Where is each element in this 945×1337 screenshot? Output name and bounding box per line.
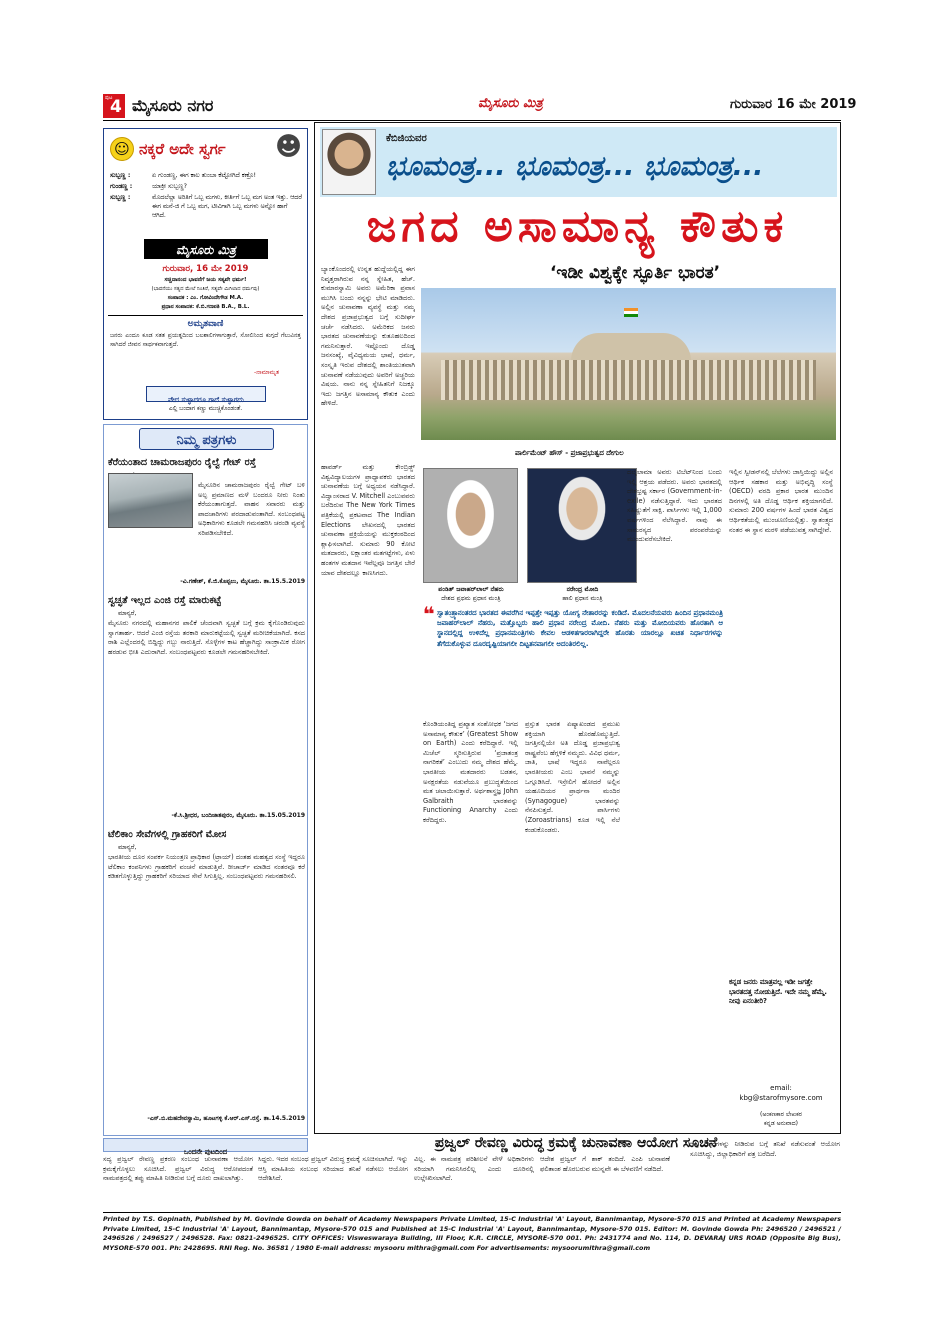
humour-title: ನಕ್ಕರೆ ಅದೇ ಸ್ವರ್ಗ — [139, 140, 226, 158]
article-col3: ಕೊಂಡಿಯಂತಿದ್ದ ಪ್ರಖ್ಯಾತ ಸಂಶೋಧಕ ‘ಜಗದ ಅಸಾಮಾನ್ಯ ಕೌತುಕ’ (Greatest Show on Earth) ಎಂದು ಕರೆದಿದ್ದಾರೆ. ಇಲ್ಲಿ ಮಿಚೆಲ್ ಸ್ಮರಿಸುತ್ತಿರುವ ‘ಪ್ರಜಾತಂತ್ರ ನಾಗರಿಕತೆ’ ಎಂಬುದು ನಮ್ಮ ದೇಶದ ಹೆಮ್ಮೆ. ಭಾರತೀಯ ಮತದಾರರು ಬಡತನ, ಅನಕ್ಷರತೆಯ ನಡುವೆಯೂ ಪ್ರಬುದ್ಧತೆಯಿಂದ ಮತ ಚಲಾಯಿಸುತ್ತಾರೆ. ಅರ್ಥಶಾಸ್ತ್ರಜ್ಞ John Galbraith ಭಾರತವನ್ನು Functioning Anarchy ಎಂದು ಕರೆದಿದ್ದರು. — [423, 720, 518, 824]
nehru-caption-role: ದೇಶದ ಪ್ರಥಮ ಪ್ರಧಾನ ಮಂತ್ರಿ — [441, 595, 501, 602]
humour-line — [110, 193, 303, 220]
continued-label: ಒಂದನೇ ಪುಟದಿಂದ — [183, 1148, 228, 1156]
quote-mark-icon: ❝ — [423, 602, 435, 626]
paper-name: ಮೈಸೂರು ಮಿತ್ರ — [176, 243, 236, 257]
amrutavani-author: -ನಾಮಾಮೃತ — [254, 369, 280, 376]
letter-signature: -ಕೆ.ಸಿ.ಶ್ರೀಧರ, ಬಂದಿಜಾತಪುರಂ, ಮೈಸೂರು. ತಾ.15.05.2019 — [171, 812, 305, 819]
article-col1: ಬ್ಯಾಂಕೊಂದರಲ್ಲಿ ಉನ್ನತ ಹುದ್ದೆಯಲ್ಲಿದ್ದ ಈಗ ನಿವೃತ್ತರಾಗಿರುವ ನನ್ನ ಸ್ನೇಹಿತ, ಹೆಚ್. ಕುಮಾರಸ್ವಾಮಿ ಅವರು ಅಮೆರಿಕಾ ಪ್ರವಾಸ ಮುಗಿಸಿ ಬಂದು ನನ್ನನ್ನು ಭೇಟಿ ಮಾಡಿದರು. ಅಲ್ಲಿನ ಚುನಾವಣಾ ವ್ಯವಸ್ಥೆ ಮತ್ತು ನಮ್ಮ ದೇಶದ ಪ್ರಜಾಪ್ರಭುತ್ವದ ಬಗ್ಗೆ ಸುದೀರ್ಘ ಚರ್ಚೆ ನಡೆಸಿದರು. ಅಮೆರಿಕದ ಜನರು ಭಾರತದ ಚುನಾವಣೆಯನ್ನು ಕುತೂಹಲದಿಂದ ಗಮನಿಸುತ್ತಾರೆ. ಇಷ್ಟೊಂದು ದೊಡ್ಡ ಜನಸಂಖ್ಯೆ, ವೈವಿಧ್ಯಮಯ ಭಾಷೆ, ಧರ್ಮ, ಸಂಸ್ಕೃತಿ ಇರುವ ದೇಶದಲ್ಲಿ ಶಾಂತಿಯುತವಾಗಿ ಚುನಾವಣೆ ನಡೆಯುವುದು ಅವರಿಗೆ ಅಚ್ಚರಿಯ ವಿಷಯ. ನಾನು ನನ್ನ ಸ್ನೇಹಿತನಿಗೆ ನಿಜಕ್ಕೂ ಇದು ಜಗತ್ತಿನ ಅಸಾಮಾನ್ಯ ಕೌತುಕ ಎಂದು ಹೇಳಿದೆ. — [321, 265, 415, 408]
column-series-title: ಭೂಮಂತ್ರ... ಭೂಮಂತ್ರ... ಭೂಮಂತ್ರ... — [386, 151, 764, 182]
column-header-band — [320, 127, 837, 197]
letters-section — [103, 424, 308, 1136]
flag-icon — [624, 308, 638, 317]
letters-title: ನಿಮ್ಮ ಪತ್ರಗಳು — [176, 433, 237, 448]
humour-line — [110, 182, 303, 191]
humour-text: ಮೊದಲೆಲ್ಲಾ ಅರಿತಿಗೆ ಒಬ್ಬ ಮಗಳು, ಕೀರ್ತಿಗೆ ಒಬ್ಬ ಮಗ ಅಂತ ಇತ್ತು. ಆದರೆ ಈಗ ಮನೆ-ಜಿ ಗೆ ಒಬ್ಬ ಮಗ, ಟೀವಿಗಾಗಿ ಒಬ್ಬ ಮಗಳು ಅನ್ನೋ ಹಾಗೆ ಆಗಿದೆ. — [152, 194, 302, 219]
parliament-dome — [571, 333, 691, 361]
proverb-text: ಎಲ್ಲಿ ಬಂದಾಗ ಕಣ್ಣು ಮುಚ್ಚಿಕೊಂಡಂತೆ. — [168, 405, 243, 412]
letters-banner — [139, 428, 274, 450]
letter-body: ಮೈಸೂರು ನಗರದಲ್ಲಿ ಮಹಾನಗರ ಪಾಲಿಕೆ ಚೆಂದವಾಗಿ ಸ್ವಚ್ಛತೆ ಬಗ್ಗೆ ಕ್ರಮ ಕೈಗೊಂಡಿರುವುದು ಸ್ವಾಗತಾರ್ಹ. ಆದರೆ ಎಂಜಿ ರಸ್ತೆಯ ತರಕಾರಿ ಮಾರುಕಟ್ಟೆಯಲ್ಲಿ ಸ್ವಚ್ಛತೆ ಮರೀಚಿಕೆಯಾಗಿದೆ. ಕಸದ ರಾಶಿ ಎಲ್ಲೆಂದರಲ್ಲಿ ಬಿದ್ದಿದ್ದು ಗಬ್ಬು ನಾರುತ್ತಿದೆ. ಸೊಳ್ಳೆಗಳ ಕಾಟ ಹೆಚ್ಚಾಗಿದ್ದು ಸಾಂಕ್ರಾಮಿಕ ರೋಗ ಹರಡುವ ಭೀತಿ ಎದುರಾಗಿದೆ. ಸಂಬಂಧಪಟ್ಟವರು ಕೂಡಲೇ ಗಮನಹರಿಸಬೇಕಿದೆ. — [108, 619, 305, 656]
column-article — [314, 122, 841, 1134]
amrutavani-text: ಜನರು ಎಂದೂ ಕೂಡ ಸತತ ಪ್ರಯತ್ನದಿಂದ ಬಲಶಾಲಿಗಳಾಗುತ್ತಾರೆ, ಸೋಲಿನಿಂದ ಕುಗ್ಗದೆ ಗೆಲುವಿನತ್ತ ಸಾಗಿದರೆ ಜೀವನ ಸಾರ್ಥಕವಾಗುತ್ತದೆ. — [110, 332, 301, 348]
column-label: ಕೆಬಿಜಿಯವರ — [386, 133, 427, 144]
article-col5: ದಲೈಲಾಮಾ ಅವರು ಟಿಬೆಟ್‌ನಿಂದ ಬಂದು ಇಲ್ಲಿ ಆಶ್ರಯ ಪಡೆದರು. ಅವರು ಭಾರತದಲ್ಲಿ ದೇಶಭ್ರಷ್ಟ ಸರ್ಕಾರ (Government-in-exile) ನಡೆಸುತ್ತಿದ್ದಾರೆ. ಇದು ಭಾರತದ ಸಹಿಷ್ಣುತೆಗೆ ಸಾಕ್ಷಿ. ಪಾರ್ಸಿಗಳು ಇಲ್ಲಿ 1,000 ವರ್ಷಗಳಿಂದ ನೆಲೆಸಿದ್ದಾರೆ. ನಾವು ಈ ಸಾಮರಸ್ಯದ ಪರಂಪರೆಯನ್ನು ಮುಂದುವರೆಸಬೇಕಿದೆ. — [627, 468, 722, 544]
proverb-title: ವೇದ ಸುಳ್ಳಾದರೂ ಗಾದೆ ಸುಳ್ಳಾಗದು — [168, 396, 244, 404]
imprint: Printed by T.S. Gopinath, Published by M. Govinde Gowda on behalf of Academy Newspapers Private Limited, 15-C Industrial 'A' Layout, Bannimantap, Mysore-570 015 and Printed at Academy Newspapers Private Limited, 15-C Industrial 'A' Layout, Bannimantap, Mysore-570 015 and Published at 15-C Industrial 'A' Layout, Bannimantap, Mysore-570 015. Editor: M. Govinde Gowda Ph: 2496520 / 2496521 / 2496526 / 2496527 / 2496528. Fax: 0821-2496525. CITY OFFICES: Visweswaraya Building, III Floor, K.R. CIRCLE, MYSORE-570 001. Ph: 2431774 and No. 114, D. DEVARAJ URS ROAD (Opposite Big Bus), MYSORE-570 001. Ph: 2428695. RNI Reg. No. 36581 / 1980 E-mail address: mysooru mithra@gmail.com For advertisements: mysoorumithra@gmail.com — [103, 1215, 841, 1252]
page-number: 4 — [110, 97, 122, 117]
letter-title: ಸ್ವಚ್ಛತೆ ಇಲ್ಲದ ಎಂಜಿ ರಸ್ತೆ ಮಾರುಕಟ್ಟೆ — [108, 595, 222, 606]
article-closing: ಕನ್ನಡ ಜನರು ಮಾತ್ರವಲ್ಲ ಇಡೀ ಜಗತ್ತೇ ಭಾರತದತ್ತ ನೋಡುತ್ತಿದೆ. ಇದೇ ನಮ್ಮ ಹೆಮ್ಮೆ. ನೀವು ಏನಂತೀರಿ? — [729, 978, 827, 1006]
photo-caption: ಪಾರ್ಲಿಮೆಂಟ್ ಹೌಸ್ - ಪ್ರಜಾಪ್ರಭುತ್ವದ ದೇಗುಲ — [515, 449, 624, 457]
article-col6: ಇಲ್ಲಿನ ಸ್ವೀಡನ್‌ನಲ್ಲಿ ಬೆಲೆಗಳು ಜಾಸ್ತಿಯಿದ್ದು ಅಲ್ಲಿನ ಆರ್ಥಿಕ ಸಹಕಾರ ಮತ್ತು ಅಭಿವೃದ್ಧಿ ಸಂಸ್ಥೆ (OECD) ವರದಿ ಪ್ರಕಾರ ಭಾರತ ಮುಂದಿನ ದಿನಗಳಲ್ಲಿ ಅತಿ ದೊಡ್ಡ ಆರ್ಥಿಕ ಶಕ್ತಿಯಾಗಲಿದೆ. ಸುಮಾರು 200 ವರ್ಷಗಳ ಹಿಂದೆ ಭಾರತ ವಿಶ್ವದ ಆರ್ಥಿಕತೆಯಲ್ಲಿ ಮುಂಚೂಣಿಯಲ್ಲಿತ್ತು. ಸ್ವಾತಂತ್ರ್ಯದ ನಂತರ ಈ ಸ್ಥಾನ ಮರಳಿ ಪಡೆಯುವತ್ತ ಸಾಗಿದ್ದೇವೆ. — [729, 468, 833, 534]
letter-title: ಕೆರೆಯಂತಾದ ಚಾಮರಾಜಪುರಂ ರೈಲ್ವೆ ಗೇಟ್ ರಸ್ತೆ — [108, 457, 256, 468]
amrutavani-title: ಅಮೃತವಾಣಿ — [187, 319, 224, 329]
pullquote-text: ಸ್ವಾತಂತ್ರ್ಯಾನಂತರದ ಭಾರತದ ಈವರೆಗಿನ ಇಪ್ಪತ್ತೇ ಇಪ್ಪತ್ತು ಯೋಗ್ಯ ನೇತಾರರನ್ನು ಕಂಡಿದೆ. ಮೊದಲನೆಯವರು ಹಿಂದಿನ ಪ್ರಧಾನಮಂತ್ರಿ ಜವಾಹರ್‌ಲಾಲ್ ನೆಹರು, ಮತ್ತೊಬ್ಬರು ಹಾಲಿ ಪ್ರಧಾನ ನರೇಂದ್ರ ಮೋದಿ. ನೆಹರು ಮತ್ತು ಮೋದಿಯವರು ಹೊರತಾಗಿ ಆ ಸ್ಥಾನದಲ್ಲಿದ್ದ ಉಳಿದೆಲ್ಲ ಪ್ರಧಾನಮಂತ್ರಿಗಳು ಕೇವಲ ಆಡಳಿತಗಾರರಾಗಿದ್ದರೇ ಹೊರತು ಯಾರಲ್ಲೂ ಖಚಿತ ನಿರ್ಧಾರಗಳನ್ನು ತೆಗೆದುಕೊಳ್ಳುವ ದೂರದೃಷ್ಟಿಯಾಗಲೀ ದಿಟ್ಟತನವಾಗಲೀ ಅದಂತಿರಲಿಲ್ಲ. — [437, 609, 723, 648]
paper-motto-note: (ಭಾವನೆಯು ಸತ್ಯದ ಮೇಲೆ ನಿಂತಿರೆ, ಸತ್ಯವೇ ಮಿಗಿಲಾದ ಧರ್ಮವು) — [151, 286, 260, 292]
parliament-colonnade — [441, 360, 816, 400]
article-subhead: ‘ಇಡೀ ವಿಶ್ವಕ್ಕೇ ಸ್ಫೂರ್ತಿ ಭಾರತ’ — [549, 263, 721, 283]
dancing-figure-icon: ☻ — [275, 132, 303, 162]
humour-text: ಯಾಕ್ರೀ ಸುಬ್ಬಣ್ಣ? — [152, 183, 188, 190]
article-col2: ಹಾವರ್ಡ್ ಮತ್ತು ಕೇಂಬ್ರಿಡ್ಜ್ ವಿಶ್ವವಿದ್ಯಾಲಯಗಳ ಪ್ರಾಧ್ಯಾಪಕರು ಭಾರತದ ಚುನಾವಣೆಯ ಬಗ್ಗೆ ಅಧ್ಯಯನ ನಡೆಸಿದ್ದಾರೆ. ವಿದ್ವಾಂಸರಾದ V. Mitchell ಎಂಬುವವರು ಬರೆದಿರುವ The New York Times ಪತ್ರಿಕೆಯಲ್ಲಿ ಪ್ರಕಟವಾದ The Indian Elections ಲೇಖನದಲ್ಲಿ ಭಾರತದ ಚುನಾವಣಾ ಪ್ರಕ್ರಿಯೆಯನ್ನು ಮುಕ್ತಕಂಠದಿಂದ ಶ್ಲಾಘಿಸಲಾಗಿದೆ. ಸುಮಾರು 90 ಕೋಟಿ ಮತದಾರರು, ಲಕ್ಷಾಂತರ ಮತಗಟ್ಟೆಗಳು, ಏಳು ಹಂತಗಳ ಮತದಾನ ಇವೆಲ್ಲವೂ ಜಗತ್ತಿನ ಬೇರೆ ಯಾವ ದೇಶದಲ್ಲೂ ಕಾಣಸಿಗದು. — [321, 463, 415, 577]
bottom-col4: ಆದೇಶ ಪ್ರಜ್ವಲ್ ಗೆ ಶಾಕ್ ತಂದಿದೆ. ಎಂಪಿ ಚುನಾವಣೆ ಫಲಿತಾಂಶ ಹೊರಬರುವ ಮುನ್ನವೇ ಈ ಬೆಳವಣಿಗೆ ನಡೆದಿದೆ. — [540, 1155, 670, 1173]
humour-text: ಏ ಗುಂಡಣ್ಣ, ಈಗ ಕಾಲ ತುಂಬಾ ಕೆಟ್ಟೋಗಿದೆ ಕಣ್ರೊ! — [152, 172, 257, 179]
divider — [108, 315, 303, 316]
article-headline — [315, 201, 840, 252]
humour-line — [110, 171, 303, 180]
humour-dialogue — [110, 171, 303, 220]
bottom-col3: ವಿಲ್ಲ. ಈ ನಾಮಪತ್ರ ಪರಿಶೀಲನೆ ವೇಳೆ ಅಧಿಕಾರಿಗಳು ಸರಿಯಾಗಿ ಗಮನಿಸಿರಲಿಲ್ಲ ಎಂದು ದೂರಿನಲ್ಲಿ ಉಲ್ಲೇಖಿಸಲಾಗಿದೆ. — [414, 1155, 534, 1183]
continued-label-box — [103, 1138, 308, 1156]
paper-chief-editor: ಪ್ರಧಾನ ಸಂಪಾದಕ: ಕೆ.ಬಿ.ಗಣಪತಿ B.A., B.L. — [161, 304, 250, 310]
letter-body: ಮೈಸೂರಿನ ಚಾಮರಾಜಪುರಂ ರೈಲ್ವೆ ಗೇಟ್ ಬಳಿ ಅಲ್ಪ ಪ್ರಮಾಣದ ಮಳೆ ಬಂದರೂ ನೀರು ನಿಂತು ಕೆರೆಯಂತಾಗುತ್ತದೆ. ವಾಹನ ಸವಾರರು ಮತ್ತು ಪಾದಚಾರಿಗಳು ಪರದಾಡುವಂತಾಗಿದೆ. ಸಂಬಂಧಪಟ್ಟ ಅಧಿಕಾರಿಗಳು ಕೂಡಲೇ ಗಮನಹರಿಸಿ ಚರಂಡಿ ವ್ಯವಸ್ಥೆ ಸರಿಪಡಿಸಬೇಕಿದೆ. — [198, 481, 305, 537]
letter-intro: ಮಾನ್ಯರೆ, — [118, 609, 137, 617]
author-note: (ಅಂಕಣಕಾರ ಲೇಖಕರ — [760, 1111, 802, 1118]
page-label: ಪುಟ — [105, 95, 113, 101]
issue-date: ಗುರುವಾರ 16 ಮೇ 2019 — [730, 97, 857, 112]
modi-caption-role: ಹಾಲಿ ಪ್ರಧಾನ ಮಂತ್ರಿ — [562, 595, 603, 602]
humour-speaker: ಸುಬ್ಬಣ್ಣ : — [110, 194, 131, 201]
letter-signature: -ಎಸ್.ಬಿ.ಮಹದೇವಸ್ವಾಮಿ, ಹೂಟಗಳ್ಳಿ ಕೆ.ಆರ್.ಎಸ್.ರಸ್ತೆ. ತಾ.14.5.2019 — [147, 1115, 305, 1122]
humour-header — [107, 132, 304, 168]
letter-body: ಭಾರತೀಯ ದೂರ ಸಂಪರ್ಕ ನಿಯಂತ್ರಣ ಪ್ರಾಧಿಕಾರ (ಟ್ರಾಯ್) ದಂತಹ ಮಹತ್ವದ ಸಂಸ್ಥೆ ಇದ್ದರೂ ಟೆಲಿಕಾಂ ಕಂಪನಿಗಳು ಗ್ರಾಹಕರಿಗೆ ವಂಚನೆ ಮಾಡುತ್ತಿವೆ. ರೀಚಾರ್ಜ್ ಮಾಡಿದ ನಂತರವೂ ಕರೆ ಕಡಿತಗೊಳ್ಳುತ್ತಿದ್ದು ಗ್ರಾಹಕರಿಗೆ ಸರಿಯಾದ ಸೇವೆ ಸಿಗುತ್ತಿಲ್ಲ. ಸಂಬಂಧಪಟ್ಟವರು ಗಮನಹರಿಸಲಿ. — [108, 853, 305, 881]
modi-photo — [527, 468, 637, 583]
paper-motto: ಸಚ್ಚಿದಾನಂದ ಭಾವನೆಗೆ ಜಯ ಸತ್ಯವೇ ಧರ್ಮ! — [164, 277, 247, 283]
article-col4: ಪ್ರಸ್ತುತ ಭಾರತ ಏಷ್ಯಾಖಂಡದ ಪ್ರಮುಖ ಶಕ್ತಿಯಾಗಿ ಹೊರಹೊಮ್ಮುತ್ತಿದೆ. ಜಗತ್ತಿನಲ್ಲಿಯೇ ಅತಿ ದೊಡ್ಡ ಪ್ರಜಾಪ್ರಭುತ್ವ ರಾಷ್ಟ್ರವೆಂಬ ಹೆಗ್ಗಳಿಕೆ ನಮ್ಮದು. ವಿವಿಧ ಧರ್ಮ, ಜಾತಿ, ಭಾಷೆ ಇದ್ದರೂ ನಾವೆಲ್ಲರೂ ಭಾರತೀಯರು ಎಂಬ ಭಾವನೆ ನಮ್ಮನ್ನು ಒಗ್ಗೂಡಿಸಿದೆ. ಇಸ್ರೇಲಿಗೆ ಹೋದರೆ ಅಲ್ಲಿನ ಯಹೂದಿಯರ ಪ್ರಾರ್ಥನಾ ಮಂದಿರ (Synagogue) ಭಾರತವನ್ನು ನೆನಪಿಸುತ್ತದೆ. ಪಾರ್ಸಿಗಳು (Zoroastrians) ಕೂಡ ಇಲ್ಲಿ ನೆಲೆ ಕಂಡುಕೊಂಡರು. — [525, 720, 620, 834]
humour-speaker: ಸುಬ್ಬಣ್ಣ : — [110, 172, 131, 179]
author-portrait — [322, 129, 376, 195]
header-rule — [103, 120, 841, 121]
bottom-col2: ಸಿದ್ದರು. ಇದರ ಸಂಬಂಧ ಪ್ರಜ್ವಲ್ ವಿರುದ್ಧ ಕ್ರಮಕ್ಕೆ ಸೂಚಿಸಲಾಗಿದೆ. ಇನ್ನು ಆಸ್ತಿ ಮಾಹಿತಿಯ ಸಂಬಂಧ ಸರಿಯಾದ ತನಿಖೆ ನಡೆಸಲು ಆಯೋಗ ಆದೇಶಿಸಿದೆ. — [258, 1155, 408, 1183]
letter-intro: ಮಾನ್ಯರೆ, — [118, 843, 137, 851]
humour-speaker: ಗುಂಡಣ್ಣ : — [110, 183, 133, 190]
author-email: email: kbg@starofmysore.com — [739, 1084, 823, 1102]
bottom-headline: ಪ್ರಜ್ವಲ್ ರೇವಣ್ಣ ವಿರುದ್ಧ ಕ್ರಮಕ್ಕೆ ಚುನಾವಣಾ ಆಯೋಗ ಸೂಚನೆ — [434, 1135, 718, 1151]
modi-caption-name: ನರೇಂದ್ರ ಮೋದಿ — [566, 586, 599, 593]
bottom-col1: ಸದ್ಯ ಪ್ರಜ್ವಲ್ ರೇವಣ್ಣ ಪ್ರಕರಣ ಸಂಬಂಧ ಚುನಾವಣಾ ಆಯೋಗ ಕ್ರಮಕೈಗೊಳ್ಳಲು ಸೂಚಿಸಿದೆ. ಪ್ರಜ್ವಲ್ ವಿರುದ್ಧ ಆರೋಪದಂತೆ ನಾಮಪತ್ರದಲ್ಲಿ ತಪ್ಪು ಮಾಹಿತಿ ನೀಡಿರುವ ಬಗ್ಗೆ ದೂರು ದಾಖಲಾಗಿತ್ತು. — [103, 1155, 253, 1183]
imprint-rule — [103, 1212, 841, 1213]
proverb-strip — [146, 386, 266, 402]
bottom-col5: ಆಸ್ತಿ ವಿವರಗಳನ್ನು ನೀಡಿರುವ ಬಗ್ಗೆ ತನಿಖೆ ನಡೆಸುವಂತೆ ಆಯೋಗ ಸೂಚಿಸಿದ್ದು, ಜಿಲ್ಲಾಧಿಕಾರಿಗೆ ಪತ್ರ ಬರೆದಿದೆ. — [690, 1140, 840, 1158]
section-title: ಮೈಸೂರು ನಗರ — [132, 96, 214, 115]
headline-text: ಜಗದ ಅಸಾಮಾನ್ಯ ಕೌತುಕ — [366, 201, 789, 252]
letter-title: ಟೆಲಿಕಾಂ ಸೇವೆಗಳಲ್ಲಿ ಗ್ರಾಹಕರಿಗೆ ಮೋಸ — [108, 829, 227, 840]
nehru-caption-name: ಪಂಡಿತ್ ಜವಾಹರ್‌ಲಾಲ್ ನೆಹರು — [438, 586, 504, 593]
paper-nameplate — [144, 239, 268, 259]
author-note: ಕನ್ನಡ ಅನುವಾದ) — [764, 1120, 798, 1127]
parliament-photo — [421, 288, 836, 440]
nehru-photo — [423, 468, 518, 583]
humour-box — [103, 128, 308, 420]
railway-gate-photo — [108, 473, 193, 528]
page-number-badge — [103, 94, 125, 118]
laughing-face-icon: ☺ — [110, 137, 134, 161]
paper-editor: ಸಂಪಾದಕ : ಎಂ. ಗೋವಿಂದೇಗೌಡ M.A. — [167, 295, 244, 301]
masthead: ಮೈಸೂರು ಮಿತ್ರ — [478, 96, 543, 111]
letter-signature: -ವಿ.ಗಣೇಶ್, ಕೆ.ಜಿ.ಕೊಪ್ಪಲು, ಮೈಸೂರು. ತಾ.15.5.2019 — [180, 578, 305, 585]
paper-date: ಗುರುವಾರ, 16 ಮೇ 2019 — [162, 264, 249, 274]
